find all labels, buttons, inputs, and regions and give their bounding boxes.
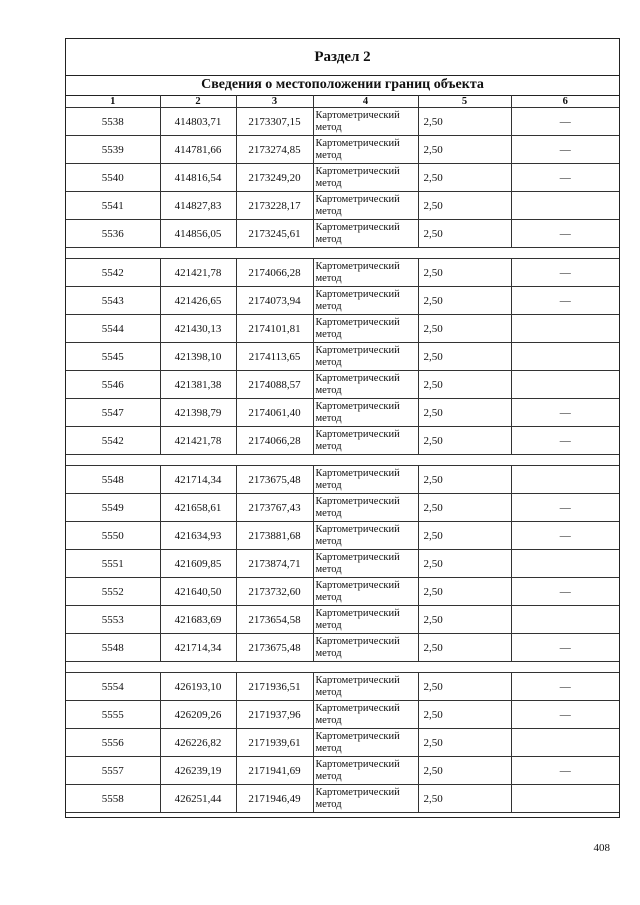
table-subtitle: Сведения о местоположении границ объекта	[66, 75, 619, 96]
accuracy-cell: 2,50	[418, 371, 511, 399]
point-number: 5558	[66, 785, 160, 813]
method-cell: Картометрический метод	[313, 701, 418, 729]
table-body	[66, 95, 619, 813]
point-number: 5556	[66, 729, 160, 757]
separator-cell	[511, 662, 619, 673]
x-coordinate: 421609,85	[160, 550, 236, 578]
separator-cell	[236, 455, 313, 466]
method-cell: Картометрический метод	[313, 259, 418, 287]
table-row	[66, 136, 619, 164]
y-coordinate: 2174073,94	[236, 287, 313, 315]
y-coordinate: 2173675,48	[236, 466, 313, 494]
method-cell: Картометрический метод	[313, 399, 418, 427]
y-coordinate: 2174061,40	[236, 399, 313, 427]
table-row	[66, 522, 619, 550]
table-row	[66, 729, 619, 757]
section-title: Раздел 2	[66, 39, 619, 76]
accuracy-cell: 2,50	[418, 578, 511, 606]
accuracy-cell: 2,50	[418, 220, 511, 248]
separator-cell	[66, 662, 160, 673]
y-coordinate: 2173881,68	[236, 522, 313, 550]
separator-cell	[66, 455, 160, 466]
y-coordinate: 2171946,49	[236, 785, 313, 813]
point-number: 5546	[66, 371, 160, 399]
accuracy-cell: 2,50	[418, 399, 511, 427]
table-row	[66, 108, 619, 136]
note-cell: —	[511, 522, 619, 550]
column-header: 5	[418, 95, 511, 108]
y-coordinate: 2173874,71	[236, 550, 313, 578]
note-cell: —	[511, 701, 619, 729]
note-cell: —	[511, 634, 619, 662]
document-frame	[65, 38, 620, 818]
accuracy-cell: 2,50	[418, 259, 511, 287]
group-separator	[66, 455, 619, 466]
x-coordinate: 421426,65	[160, 287, 236, 315]
y-coordinate: 2174113,65	[236, 343, 313, 371]
x-coordinate: 414781,66	[160, 136, 236, 164]
note-cell: —	[511, 220, 619, 248]
x-coordinate: 426193,10	[160, 673, 236, 701]
separator-cell	[160, 455, 236, 466]
accuracy-cell: 2,50	[418, 757, 511, 785]
separator-cell	[511, 248, 619, 259]
method-cell: Картометрический метод	[313, 427, 418, 455]
x-coordinate: 414827,83	[160, 192, 236, 220]
accuracy-cell: 2,50	[418, 522, 511, 550]
point-number: 5536	[66, 220, 160, 248]
point-number: 5551	[66, 550, 160, 578]
point-number: 5540	[66, 164, 160, 192]
x-coordinate: 414856,05	[160, 220, 236, 248]
note-cell	[511, 315, 619, 343]
column-header: 3	[236, 95, 313, 108]
point-number: 5549	[66, 494, 160, 522]
table-row	[66, 343, 619, 371]
point-number: 5542	[66, 427, 160, 455]
method-cell: Картометрический метод	[313, 757, 418, 785]
note-cell: —	[511, 494, 619, 522]
separator-cell	[236, 662, 313, 673]
note-cell: —	[511, 287, 619, 315]
x-coordinate: 414816,54	[160, 164, 236, 192]
x-coordinate: 421714,34	[160, 634, 236, 662]
x-coordinate: 426239,19	[160, 757, 236, 785]
method-cell: Картометрический метод	[313, 136, 418, 164]
accuracy-cell: 2,50	[418, 427, 511, 455]
table-row	[66, 606, 619, 634]
accuracy-cell: 2,50	[418, 729, 511, 757]
table-row	[66, 634, 619, 662]
method-cell: Картометрический метод	[313, 578, 418, 606]
separator-cell	[418, 248, 511, 259]
point-number: 5541	[66, 192, 160, 220]
method-cell: Картометрический метод	[313, 494, 418, 522]
table-row	[66, 427, 619, 455]
accuracy-cell: 2,50	[418, 606, 511, 634]
method-cell: Картометрический метод	[313, 220, 418, 248]
method-cell: Картометрический метод	[313, 673, 418, 701]
note-cell: —	[511, 136, 619, 164]
table-row	[66, 785, 619, 813]
note-cell: —	[511, 259, 619, 287]
method-cell: Картометрический метод	[313, 550, 418, 578]
y-coordinate: 2171939,61	[236, 729, 313, 757]
x-coordinate: 421421,78	[160, 259, 236, 287]
y-coordinate: 2171936,51	[236, 673, 313, 701]
point-number: 5544	[66, 315, 160, 343]
x-coordinate: 421634,93	[160, 522, 236, 550]
separator-cell	[511, 455, 619, 466]
method-cell: Картометрический метод	[313, 785, 418, 813]
x-coordinate: 421430,13	[160, 315, 236, 343]
table-row	[66, 315, 619, 343]
x-coordinate: 426251,44	[160, 785, 236, 813]
method-cell: Картометрический метод	[313, 634, 418, 662]
accuracy-cell: 2,50	[418, 466, 511, 494]
separator-cell	[160, 662, 236, 673]
y-coordinate: 2174101,81	[236, 315, 313, 343]
note-cell: —	[511, 427, 619, 455]
point-number: 5553	[66, 606, 160, 634]
method-cell: Картометрический метод	[313, 315, 418, 343]
method-cell: Картометрический метод	[313, 522, 418, 550]
method-cell: Картометрический метод	[313, 287, 418, 315]
note-cell: —	[511, 164, 619, 192]
table-row	[66, 550, 619, 578]
point-number: 5550	[66, 522, 160, 550]
y-coordinate: 2174066,28	[236, 259, 313, 287]
method-cell: Картометрический метод	[313, 192, 418, 220]
column-header: 2	[160, 95, 236, 108]
note-cell	[511, 606, 619, 634]
table-row	[66, 287, 619, 315]
table-row	[66, 259, 619, 287]
point-number: 5542	[66, 259, 160, 287]
note-cell: —	[511, 757, 619, 785]
group-separator	[66, 248, 619, 259]
table-row	[66, 399, 619, 427]
note-cell: —	[511, 578, 619, 606]
table-row	[66, 220, 619, 248]
method-cell: Картометрический метод	[313, 729, 418, 757]
point-number: 5555	[66, 701, 160, 729]
x-coordinate: 421683,69	[160, 606, 236, 634]
y-coordinate: 2173654,58	[236, 606, 313, 634]
accuracy-cell: 2,50	[418, 785, 511, 813]
y-coordinate: 2174088,57	[236, 371, 313, 399]
table-row	[66, 701, 619, 729]
x-coordinate: 421658,61	[160, 494, 236, 522]
note-cell	[511, 371, 619, 399]
separator-cell	[418, 455, 511, 466]
x-coordinate: 421714,34	[160, 466, 236, 494]
column-header-row	[66, 95, 619, 108]
point-number: 5539	[66, 136, 160, 164]
accuracy-cell: 2,50	[418, 701, 511, 729]
method-cell: Картометрический метод	[313, 466, 418, 494]
y-coordinate: 2173249,20	[236, 164, 313, 192]
note-cell: —	[511, 399, 619, 427]
point-number: 5552	[66, 578, 160, 606]
x-coordinate: 421398,79	[160, 399, 236, 427]
table-row	[66, 578, 619, 606]
table-row	[66, 466, 619, 494]
y-coordinate: 2173732,60	[236, 578, 313, 606]
boundary-table	[66, 95, 619, 813]
note-cell	[511, 466, 619, 494]
column-header: 6	[511, 95, 619, 108]
accuracy-cell: 2,50	[418, 550, 511, 578]
table-row	[66, 673, 619, 701]
accuracy-cell: 2,50	[418, 673, 511, 701]
x-coordinate: 426209,26	[160, 701, 236, 729]
point-number: 5548	[66, 466, 160, 494]
note-cell: —	[511, 108, 619, 136]
accuracy-cell: 2,50	[418, 343, 511, 371]
x-coordinate: 421381,38	[160, 371, 236, 399]
x-coordinate: 414803,71	[160, 108, 236, 136]
separator-cell	[418, 662, 511, 673]
y-coordinate: 2171937,96	[236, 701, 313, 729]
table-row	[66, 494, 619, 522]
point-number: 5547	[66, 399, 160, 427]
separator-cell	[313, 455, 418, 466]
x-coordinate: 426226,82	[160, 729, 236, 757]
accuracy-cell: 2,50	[418, 494, 511, 522]
point-number: 5545	[66, 343, 160, 371]
table-row	[66, 757, 619, 785]
note-cell	[511, 343, 619, 371]
point-number: 5557	[66, 757, 160, 785]
table-row	[66, 192, 619, 220]
separator-cell	[66, 248, 160, 259]
y-coordinate: 2173767,43	[236, 494, 313, 522]
accuracy-cell: 2,50	[418, 634, 511, 662]
y-coordinate: 2173228,17	[236, 192, 313, 220]
point-number: 5554	[66, 673, 160, 701]
point-number: 5543	[66, 287, 160, 315]
accuracy-cell: 2,50	[418, 164, 511, 192]
x-coordinate: 421398,10	[160, 343, 236, 371]
point-number: 5538	[66, 108, 160, 136]
accuracy-cell: 2,50	[418, 192, 511, 220]
accuracy-cell: 2,50	[418, 136, 511, 164]
group-separator	[66, 662, 619, 673]
accuracy-cell: 2,50	[418, 108, 511, 136]
y-coordinate: 2173307,15	[236, 108, 313, 136]
y-coordinate: 2173274,85	[236, 136, 313, 164]
column-header: 1	[66, 95, 160, 108]
page-number: 408	[593, 842, 610, 854]
y-coordinate: 2174066,28	[236, 427, 313, 455]
table-row	[66, 164, 619, 192]
table-row	[66, 371, 619, 399]
x-coordinate: 421640,50	[160, 578, 236, 606]
method-cell: Картометрический метод	[313, 371, 418, 399]
accuracy-cell: 2,50	[418, 315, 511, 343]
method-cell: Картометрический метод	[313, 164, 418, 192]
note-cell	[511, 192, 619, 220]
separator-cell	[313, 662, 418, 673]
note-cell	[511, 785, 619, 813]
y-coordinate: 2173675,48	[236, 634, 313, 662]
method-cell: Картометрический метод	[313, 606, 418, 634]
separator-cell	[236, 248, 313, 259]
x-coordinate: 421421,78	[160, 427, 236, 455]
separator-cell	[160, 248, 236, 259]
note-cell	[511, 729, 619, 757]
accuracy-cell: 2,50	[418, 287, 511, 315]
method-cell: Картометрический метод	[313, 108, 418, 136]
separator-cell	[313, 248, 418, 259]
method-cell: Картометрический метод	[313, 343, 418, 371]
column-header: 4	[313, 95, 418, 108]
y-coordinate: 2171941,69	[236, 757, 313, 785]
y-coordinate: 2173245,61	[236, 220, 313, 248]
point-number: 5548	[66, 634, 160, 662]
note-cell	[511, 550, 619, 578]
note-cell: —	[511, 673, 619, 701]
